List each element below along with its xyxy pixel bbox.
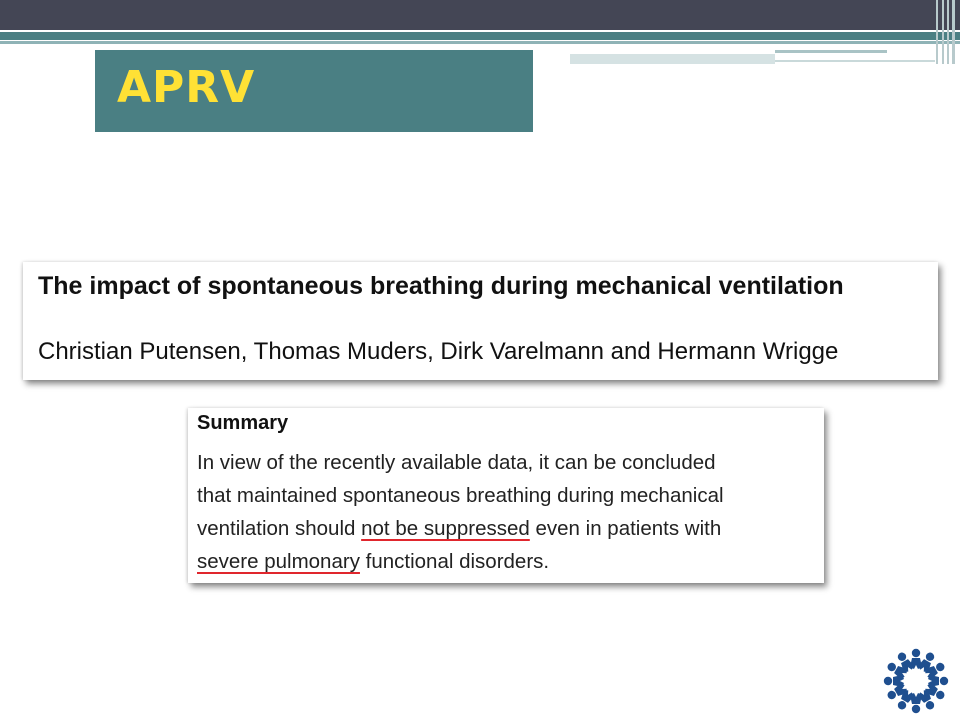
institution-logo-icon <box>880 645 952 717</box>
highlighted-phrase: not be suppressed <box>361 517 530 540</box>
corner-decoration <box>930 0 960 64</box>
paper-header-excerpt <box>23 262 938 380</box>
summary-line <box>197 512 817 545</box>
highlighted-phrase: severe pulmonary <box>197 550 360 573</box>
summary-body <box>197 446 817 578</box>
summary-text-segment: functional disorders. <box>359 550 550 573</box>
header-accent-line <box>775 50 887 53</box>
slide-title: APRV <box>117 62 256 113</box>
paper-title: The impact of spontaneous breathing during mechanical ventilation <box>38 272 844 300</box>
summary-heading: Summary <box>197 412 289 434</box>
summary-line: In view of the recently available data, it can be concluded <box>197 451 716 474</box>
header-bar <box>0 0 960 30</box>
summary-line: that maintained spontaneous breathing during mechanical <box>197 484 724 507</box>
header-accent-block <box>570 54 775 64</box>
header-accent-line-lower <box>775 60 935 62</box>
summary-text-segment: ventilation should <box>197 517 362 540</box>
summary-text-segment: even in patients with <box>529 517 722 540</box>
header-stripe-thin <box>0 41 960 44</box>
slide-title-box <box>95 50 533 132</box>
summary-line <box>197 545 817 578</box>
summary-excerpt <box>188 408 824 583</box>
header-stripe <box>0 32 960 40</box>
paper-authors: Christian Putensen, Thomas Muders, Dirk Varelmann and Hermann Wrigge <box>38 338 839 365</box>
